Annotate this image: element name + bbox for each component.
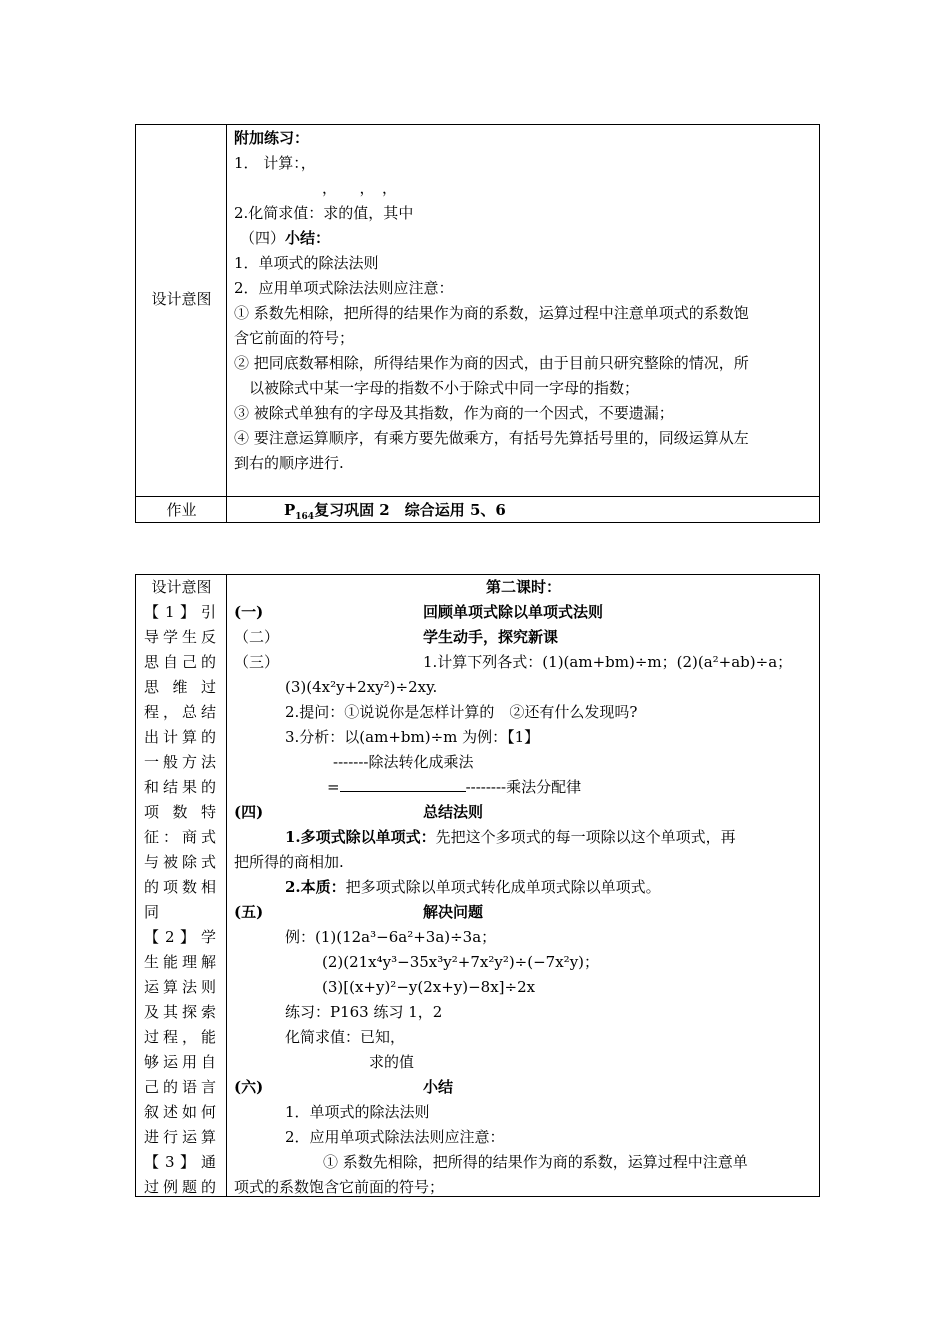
intent-line: 及其探索 (144, 1003, 216, 1021)
note-2-line-2: 以被除式中某一字母的指数不小于除式中同一字母的指数； (249, 379, 640, 397)
practice-line: 练习：P163 练习 1，2 (285, 1003, 443, 1021)
note-4-line-2: 到右的顺序进行. (234, 454, 344, 472)
design-table-2 (135, 574, 820, 1197)
section-3-num: （三） (234, 653, 280, 671)
intent-line: 运算法则 (144, 978, 216, 996)
example-2: (2)(21x⁴y³−35x³y²+7x²y²)÷(−7x²y)； (322, 953, 600, 971)
intent-line: 和结果的 (144, 778, 216, 796)
intent-line: 同 (144, 903, 160, 921)
section-4-title: 总结法则 (423, 803, 484, 821)
homework-label-cell (136, 497, 227, 523)
intent-line: 【 3 】 通 (144, 1153, 216, 1171)
note-1-line-2: 含它前面的符号； (234, 329, 355, 347)
section-3-line-2: (3)(4x²y+2xy²)÷2xy. (285, 678, 438, 696)
line-notes: 2．应用单项式除法法则应注意： (234, 279, 454, 297)
note-4-line-1: ④ 要注意运算顺序，有乘方要先做乘方，有括号先算括号里的，同级运算从左 (234, 429, 749, 447)
intent-line: 的项数相 (144, 878, 216, 896)
answer-blank (340, 779, 466, 792)
intent-line: 生能理解 (144, 953, 216, 971)
section-4-line-1: 1.多项式除以单项式：先把这个多项式的每一项除以这个单项式，再 (285, 828, 736, 846)
section-3-line-4: 3.分析：以(am+bm)÷m 为例：【1】 (285, 728, 540, 746)
homework-label: 作业 (166, 501, 197, 519)
intent-line: 叙述如何 (144, 1103, 216, 1121)
design-table-1 (135, 124, 820, 523)
lesson-header: 第二课时： (485, 578, 561, 596)
simplify-line-1: 化简求值：已知， (285, 1028, 406, 1046)
line-simplify: 2.化简求值：求的值，其中 (234, 204, 414, 222)
content-cell (227, 125, 820, 497)
section-4-line-3: 2.本质：把多项式除以单项式转化成单项式除以单项式。 (285, 878, 661, 896)
summary-line-2: 2．应用单项式除法法则应注意： (285, 1128, 505, 1146)
intent-line: 思自己的 (144, 653, 216, 671)
section-3-line-6: = --------乘法分配律 (327, 778, 582, 796)
homework-content-cell (227, 497, 820, 523)
intent-line: 【 1 】 引 (144, 603, 216, 621)
section-4-num: (四) (234, 803, 264, 821)
section-6-title: 小结 (423, 1078, 454, 1096)
section-6-num: (六) (234, 1078, 264, 1096)
intent-line: 一般方法 (144, 753, 216, 771)
intent-line: 导学生反 (144, 628, 216, 646)
summary-heading: （四）小结： (240, 229, 331, 247)
section-2-num: （二） (234, 628, 280, 646)
intent-line: 程，总结 (144, 703, 216, 721)
example-3: (3)[(x+y)²−y(2x+y)−8x]÷2x (322, 978, 536, 996)
intent-line: 出计算的 (144, 728, 216, 746)
section-5-num: (五) (234, 903, 264, 921)
intent-line: 己的语言 (144, 1078, 216, 1096)
intent-line: 【 2 】 学 (144, 928, 216, 946)
summary-line-3: ① 系数先相除，把所得的结果作为商的系数，运算过程中注意单 (323, 1153, 748, 1171)
note-1-line-1: ① 系数先相除，把所得的结果作为商的系数，运算过程中注意单项式的系数饱 (234, 304, 749, 322)
left-intent-header: 设计意图 (151, 578, 212, 596)
section-1-title: 回顾单项式除以单项式法则 (423, 603, 604, 621)
line-rule: 1．单项式的除法法则 (234, 254, 379, 272)
intent-line: 与被除式 (144, 853, 216, 871)
section-3-line-3: 2.提问：①说说你是怎样计算的 ②还有什么发现吗? (285, 703, 638, 721)
intent-line: 过例题的 (144, 1178, 216, 1196)
left-label-cell (136, 125, 227, 497)
section-4-line-2: 把所得的商相加. (234, 853, 344, 871)
section-3-line-1: 1.计算下列各式：(1)(am+bm)÷m；(2)(a²+ab)÷a； (423, 653, 793, 671)
section-5-title: 解决问题 (423, 903, 484, 921)
summary-line-1: 1．单项式的除法法则 (285, 1103, 430, 1121)
section-2-title: 学生动手，探究新课 (423, 628, 559, 646)
note-2-line-1: ② 把同底数幂相除，所得结果作为商的因式，由于目前只研究整除的情况，所 (234, 354, 749, 372)
intent-line: 够运用自 (144, 1053, 216, 1071)
section-3-line-5: -------除法转化成乘法 (333, 753, 474, 771)
homework-text: $P_{164}$复习巩固 2 综合运用 5、6 (284, 501, 506, 522)
lesson-content-cell (227, 575, 820, 1197)
intent-line: 进行运算 (144, 1128, 216, 1146)
simplify-line-2: 求的值 (369, 1053, 415, 1071)
left-intent-cell (136, 575, 227, 1197)
extra-practice-title: 附加练习： (234, 129, 310, 147)
example-1: 例：(1)(12a³−6a²+3a)÷3a； (285, 928, 497, 946)
section-1-num: (一) (234, 603, 264, 621)
intent-line: 过程，能 (144, 1028, 216, 1046)
note-3: ③ 被除式单独有的字母及其指数，作为商的一个因式，不要遗漏； (234, 404, 674, 422)
intent-line: 征：商式 (144, 828, 216, 846)
line-calc-cont: ， ， ， (322, 179, 398, 197)
design-intent-label: 设计意图 (151, 290, 212, 308)
intent-line: 思 维 过 (144, 678, 216, 696)
intent-line: 项 数 特 (144, 803, 216, 821)
line-calc: 1． 计算：， (234, 154, 316, 172)
summary-line-4: 项式的系数饱含它前面的符号； (234, 1178, 445, 1196)
